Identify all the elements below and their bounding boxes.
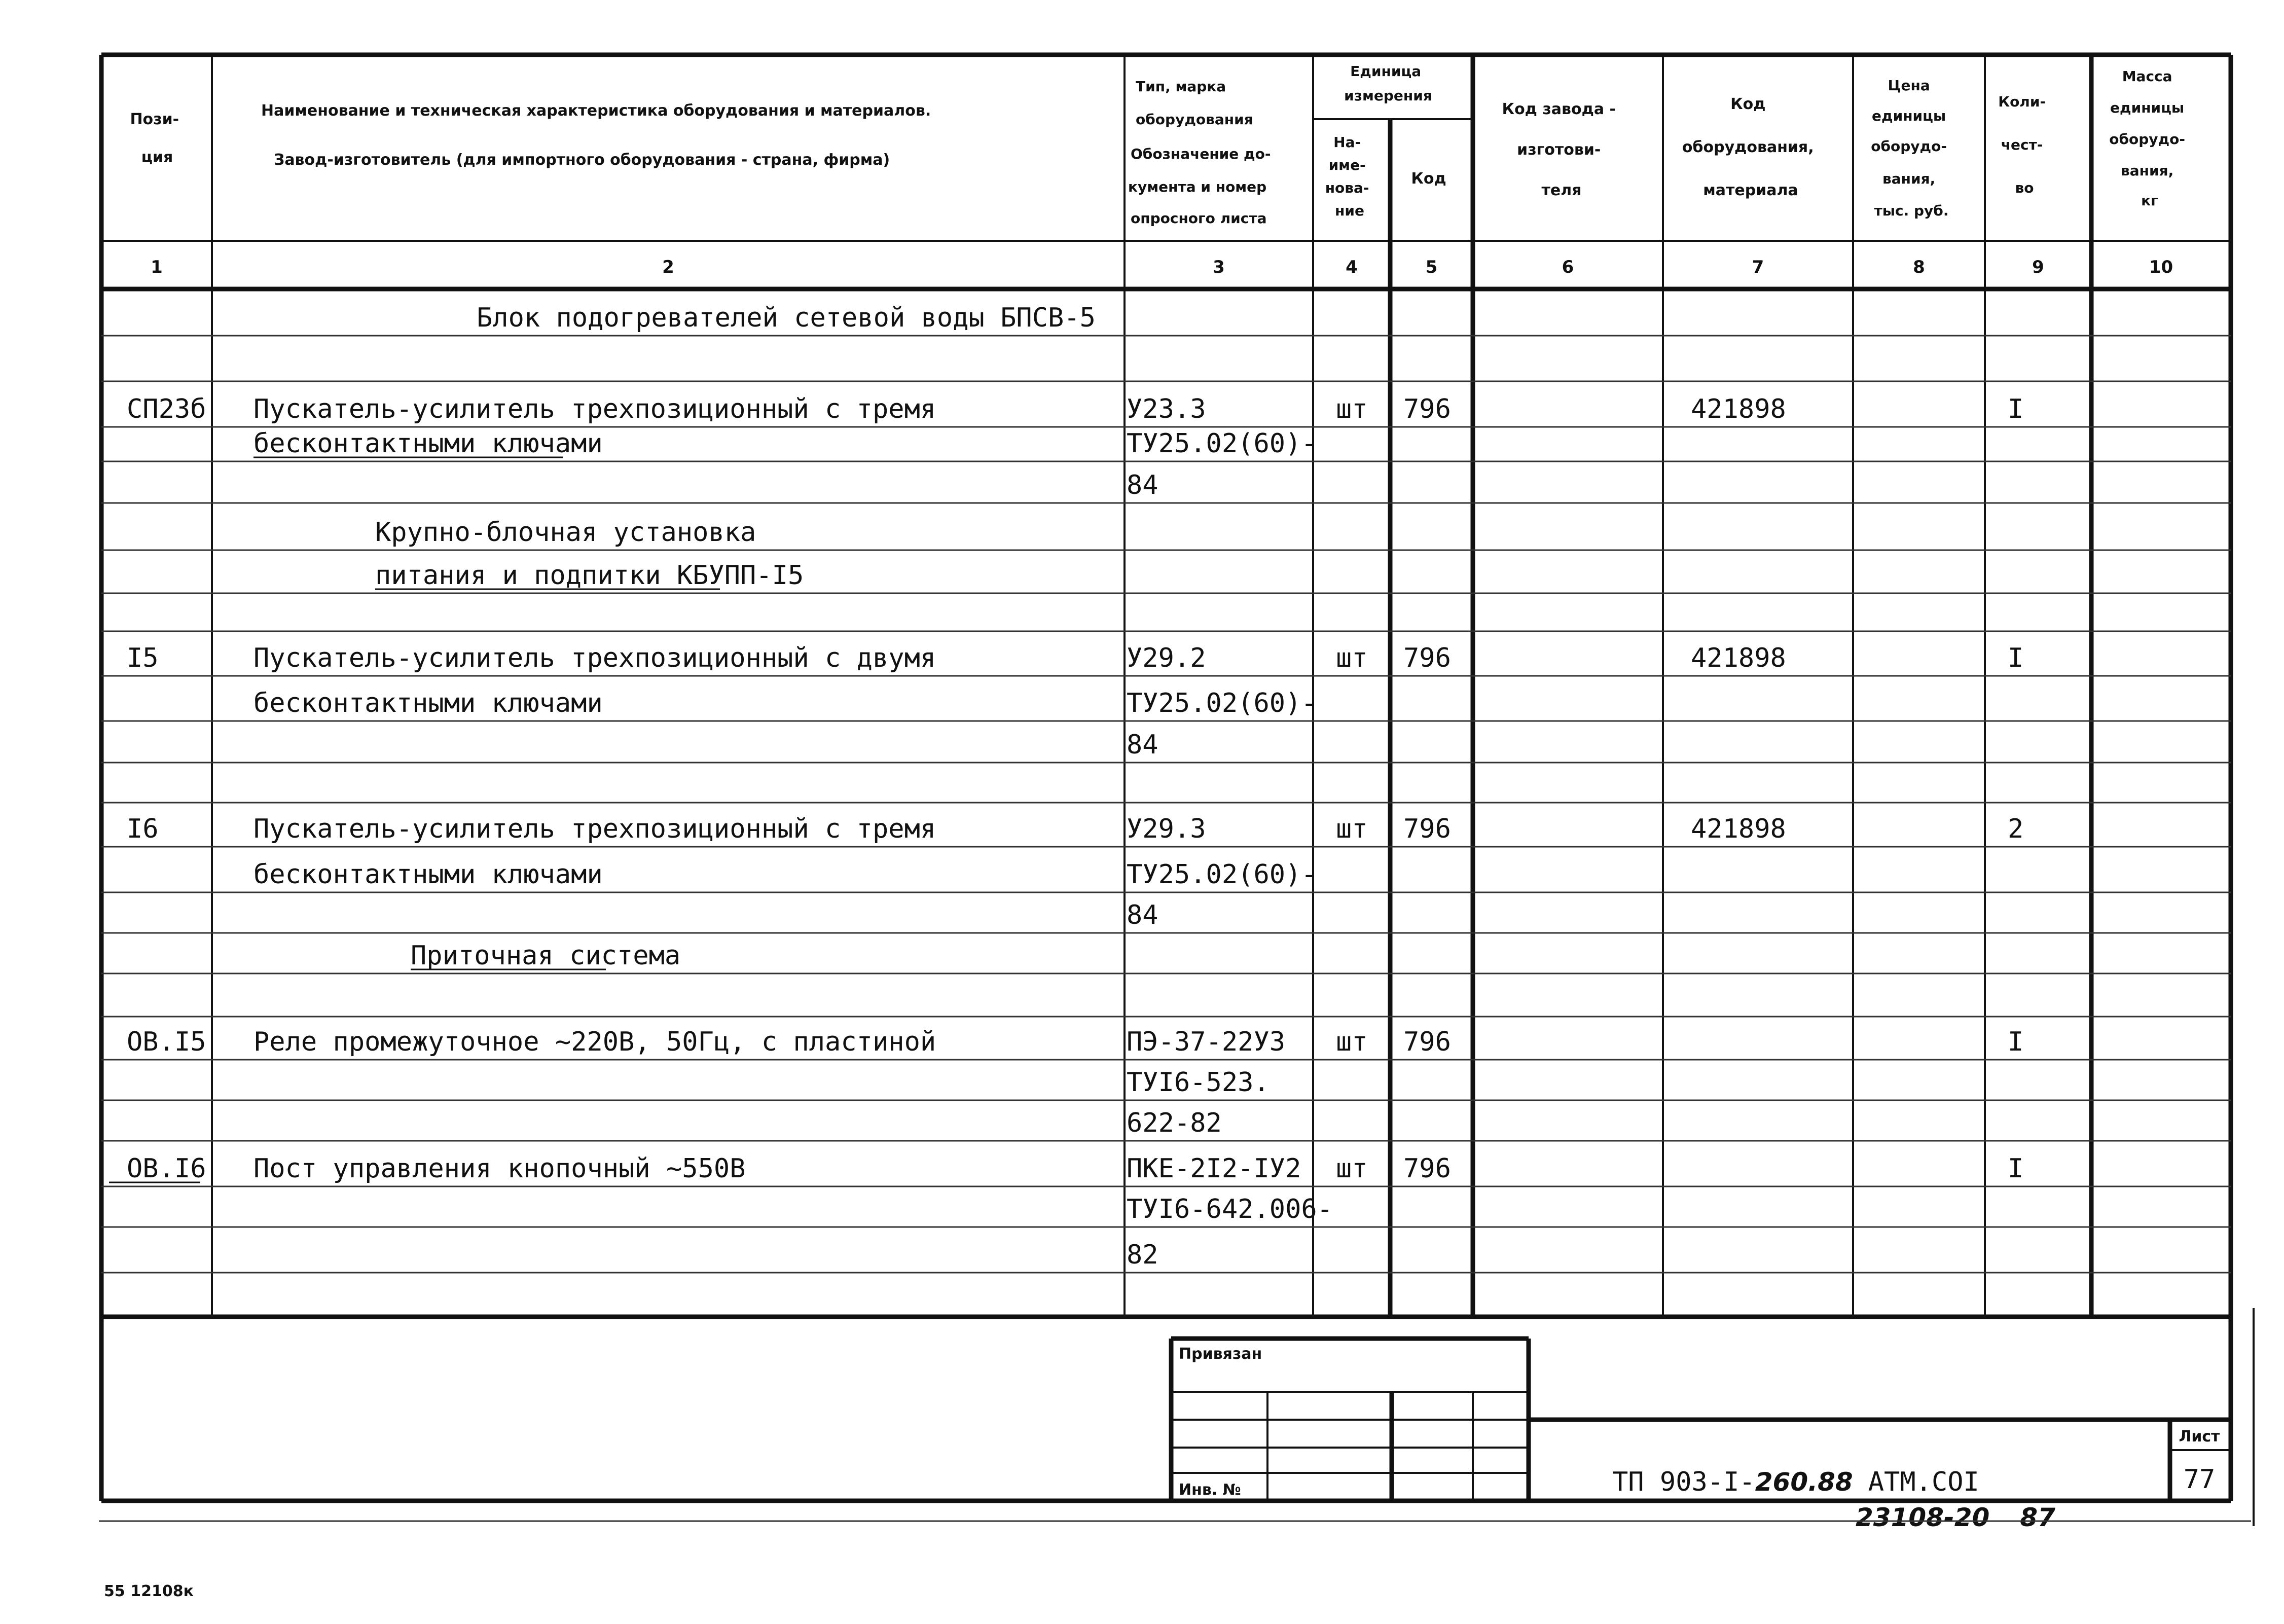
column-number: 9 — [2032, 257, 2044, 277]
column-number: 10 — [2149, 257, 2173, 277]
position-cell: ОВ.I6 — [127, 1153, 206, 1184]
equipment-code-cell: 421898 — [1691, 394, 1786, 424]
name-cell: Пускатель-усилитель трехпозиционный с двумя — [253, 643, 936, 673]
header-col8-line: тыс. руб. — [1874, 202, 1949, 219]
unit-code-cell: 796 — [1403, 1027, 1451, 1057]
column-number: 7 — [1752, 257, 1764, 277]
header-col9-line: Коли- — [1998, 93, 2046, 110]
header-col6-line: теля — [1541, 182, 1582, 199]
type-cell: 622-82 — [1127, 1108, 1222, 1138]
header-col7-line: оборудования, — [1682, 138, 1814, 156]
table-row — [127, 1153, 2023, 1184]
table-row — [253, 428, 1317, 459]
header-col3-line: кумента и номер — [1128, 178, 1267, 195]
type-cell: 84 — [1127, 730, 1158, 760]
type-cell: ПКЕ-2I2-IУ2 — [1127, 1153, 1301, 1184]
name-cell: Приточная система — [411, 941, 681, 971]
header-col9-line: во — [2015, 179, 2034, 196]
table-row — [1127, 1067, 1270, 1098]
inventory-label: Инв. № — [1179, 1481, 1241, 1499]
name-cell: питания и подпитки КБУПП-I5 — [375, 560, 804, 591]
header-unit-line: измерения — [1344, 87, 1432, 104]
table-row — [127, 814, 2023, 844]
unit-cell: шт — [1336, 814, 1368, 844]
position-cell: I5 — [127, 643, 159, 673]
header-col7-line: Код — [1730, 95, 1766, 113]
header-col4-line: име- — [1328, 157, 1366, 173]
column-number: 6 — [1562, 257, 1574, 277]
header-col10 — [2109, 68, 2190, 209]
type-cell: ТУI6-642.006- — [1127, 1194, 1333, 1224]
footer-mark: 55 12108к — [104, 1582, 194, 1600]
type-cell: ТУI6-523. — [1127, 1067, 1270, 1098]
unit-code-cell: 796 — [1403, 394, 1451, 424]
unit-code-cell: 796 — [1403, 1153, 1451, 1184]
table-row — [411, 941, 680, 971]
table-row — [1127, 1240, 1158, 1270]
name-cell: бесконтактными ключами — [253, 859, 603, 890]
unit-cell: шт — [1336, 1027, 1368, 1057]
archive-number-value: 23108-20 — [1856, 1503, 1990, 1532]
type-cell: ТУ25.02(60)- — [1127, 859, 1317, 890]
header-col10-line: Масса — [2122, 68, 2172, 85]
table-row — [127, 394, 2023, 424]
archive-page-value: 87 — [2020, 1503, 2055, 1532]
table-row — [375, 560, 804, 591]
sheet-number: 77 — [2183, 1464, 2216, 1495]
header-col9 — [1998, 93, 2051, 196]
type-cell: ТУ25.02(60)- — [1127, 428, 1317, 459]
header-col3-line: оборудования — [1136, 111, 1253, 128]
unit-code-cell: 796 — [1403, 814, 1451, 844]
header-col8-line: единицы — [1871, 107, 1946, 124]
header-col1-line: Пози- — [130, 111, 179, 128]
table-row — [477, 303, 1096, 333]
doc-code-prefix: ТП 903-I- — [1612, 1467, 1755, 1497]
quantity-cell: I — [2008, 1027, 2024, 1057]
header-col10-line: оборудо- — [2109, 131, 2186, 148]
table-body — [109, 303, 2023, 1270]
table-row — [253, 688, 1317, 718]
type-cell: 84 — [1127, 470, 1158, 500]
header-unit-group — [1344, 63, 1432, 104]
type-cell: 82 — [1127, 1240, 1158, 1270]
type-cell: 84 — [1127, 900, 1158, 930]
column-number: 3 — [1213, 257, 1225, 277]
name-cell: Пост управления кнопочный ~550В — [253, 1153, 746, 1184]
table-row — [1127, 470, 1158, 500]
type-cell: У29.2 — [1127, 643, 1206, 673]
column-number: 5 — [1425, 257, 1438, 277]
header-col4-line: ние — [1335, 202, 1364, 219]
table-row — [375, 517, 756, 548]
position-cell: ОВ.I5 — [127, 1027, 206, 1057]
column-number: 4 — [1346, 257, 1358, 277]
header-col3-line: Тип, марка — [1136, 78, 1226, 95]
header-col10-line: кг — [2141, 192, 2158, 209]
header-col4 — [1325, 134, 1374, 219]
document-code — [1612, 1467, 1979, 1497]
table-row — [253, 859, 1317, 890]
header-col1-line: ция — [141, 149, 173, 166]
header-col9-line: чест- — [2001, 136, 2043, 153]
header-col6-line: изготови- — [1517, 141, 1601, 159]
quantity-cell: 2 — [2008, 814, 2024, 844]
unit-code-cell: 796 — [1403, 643, 1451, 673]
quantity-cell: I — [2008, 1153, 2024, 1184]
quantity-cell: I — [2008, 643, 2024, 673]
sheet-label: Лист — [2179, 1428, 2220, 1446]
column-number: 2 — [662, 257, 674, 277]
unit-cell: шт — [1336, 1153, 1368, 1184]
header-col8-line: Цена — [1888, 77, 1930, 94]
unit-cell: шт — [1336, 394, 1368, 424]
header-col8 — [1871, 77, 1952, 219]
header-col7-line: материала — [1703, 182, 1798, 199]
table-row — [1127, 900, 1158, 930]
doc-code-handwritten: 260.88 — [1755, 1467, 1853, 1497]
table-row — [127, 1027, 2023, 1057]
header-col10-line: вания, — [2121, 162, 2174, 179]
name-cell: бесконтактными ключами — [253, 428, 603, 459]
table-row — [1127, 730, 1158, 760]
header-col3-line: опросного листа — [1131, 210, 1267, 227]
header-col4-line: нова- — [1325, 179, 1369, 196]
name-cell: бесконтактными ключами — [253, 688, 603, 718]
header-col2-line2: Завод-изготовитель (для импортного оборудования - страна, фирма) — [274, 151, 890, 169]
header-col8-line: оборудо- — [1871, 138, 1947, 155]
table-row — [1127, 1108, 1222, 1138]
position-cell: I6 — [127, 814, 159, 844]
table-row — [1127, 1194, 1333, 1224]
header-col5: Код — [1411, 170, 1446, 188]
header-unit-line: Единица — [1350, 63, 1422, 80]
name-cell: Пускатель-усилитель трехпозиционный с тремя — [253, 394, 936, 424]
header-col6-line: Код завода - — [1502, 100, 1616, 118]
header-col3 — [1128, 78, 1276, 227]
type-cell: У23.3 — [1127, 394, 1206, 424]
name-cell: Крупно-блочная установка — [375, 517, 756, 548]
header-col7 — [1682, 95, 1819, 199]
quantity-cell: I — [2008, 394, 2024, 424]
header-col4-line: На- — [1333, 134, 1361, 151]
header-col3-line: Обозначение до- — [1131, 146, 1271, 162]
column-number: 1 — [151, 257, 163, 277]
header-col8-line: вания, — [1882, 170, 1936, 187]
archive-number — [1856, 1503, 2055, 1532]
position-cell: СП23б — [127, 394, 206, 424]
header-col6 — [1502, 100, 1621, 199]
type-cell: ТУ25.02(60)- — [1127, 688, 1317, 718]
unit-cell: шт — [1336, 643, 1368, 673]
header-labels — [130, 63, 2190, 227]
name-cell: Пускатель-усилитель трехпозиционный с тремя — [253, 814, 936, 844]
name-cell: Блок подогревателей сетевой воды БПСВ-5 — [477, 303, 1096, 333]
header-col1 — [130, 111, 184, 166]
header-col2-line1: Наименование и техническая характеристика оборудования и материалов. — [261, 102, 931, 120]
column-number-row — [151, 257, 2173, 277]
name-cell: Реле промежуточное ~220В, 50Гц, с пластиной — [253, 1027, 936, 1057]
equipment-code-cell: 421898 — [1691, 643, 1786, 673]
doc-code-suffix: АТМ.СОI — [1868, 1467, 1979, 1497]
table-frame — [101, 55, 2231, 1501]
attached-label: Привязан — [1179, 1345, 1262, 1363]
table-row — [127, 643, 2023, 673]
column-number: 8 — [1913, 257, 1925, 277]
header-col10-line: единицы — [2110, 99, 2185, 116]
type-cell: У29.3 — [1127, 814, 1206, 844]
equipment-code-cell: 421898 — [1691, 814, 1786, 844]
type-cell: ПЭ-37-22У3 — [1127, 1027, 1286, 1057]
